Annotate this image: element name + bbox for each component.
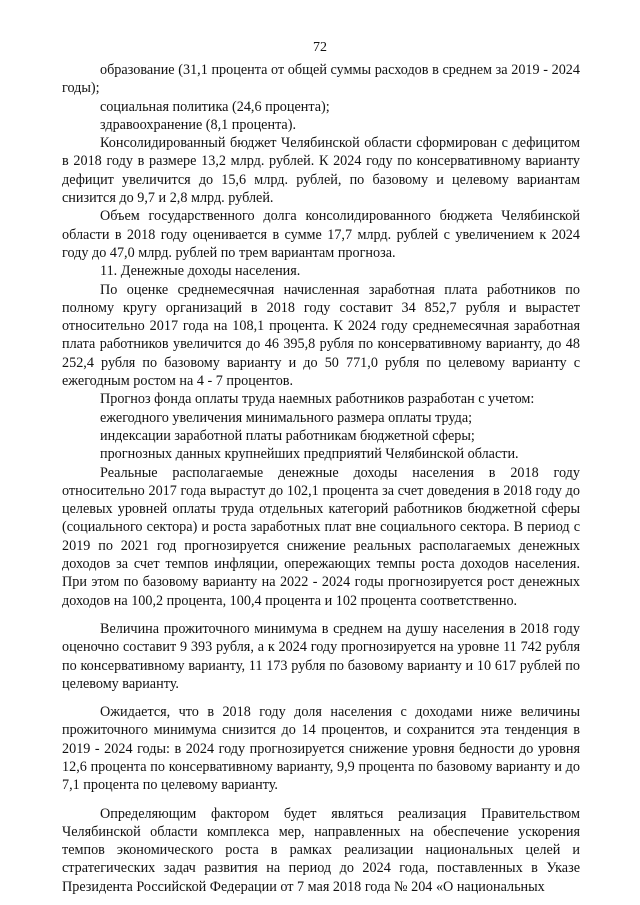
list-item-enterprise-data: прогнозных данных крупнейших предприятий Челябинской области. [100, 446, 519, 463]
section-heading-income: 11. Денежные доходы населения. [100, 263, 301, 280]
paragraph-subsistence-minimum: Величина прожиточного минимума в среднем на душу населения в 2018 году оценочно составит 9 393 рубля, а к 2024 году прогнозируется на уровне 11 742 рубля по консервативному варианту, 11 173 рубля по базовому варианту и 10 617 рублей по целевому варианту. [62, 620, 580, 692]
paragraph-average-salary: По оценке среднемесячная начисленная заработная плата работников по полному кругу организаций в 2018 году составит 34 852,7 рубля и вырастет относительно 2017 года на 108,1 процента. К 2024 году среднемесячная заработная плата работников увеличится до 46 395,8 рубля по консервативному варианту, до 48 252,4 рубля по базовому варианту и до 50 771,0 рубля по целевому варианту с ежегодным ростом на 4 - 7 процентов. [62, 281, 580, 390]
paragraph-social-policy: социальная политика (24,6 процента); [100, 98, 330, 115]
document-body [62, 61, 580, 896]
paragraph-public-debt: Объем государственного долга консолидированного бюджета Челябинской области в 2018 году оценивается в сумме 17,7 млрд. рублей с увеличением к 2024 году до 47,0 млрд. рублей по трем вариантам прогноза. [62, 208, 580, 261]
paragraph-government-measures: Определяющим фактором будет являться реализация Правительством Челябинской области комплекса мер, направленных на обеспечение ускорения темпов экономического роста в рамках реализации национальных целей и стратегических задач развития на период до 2024 года, поставленных в Указе Президента Российской Федерации от 7 мая 2018 года № 204 «О национальных [62, 805, 580, 895]
paragraph-poverty-share: Ожидается, что в 2018 году доля населения с доходами ниже величины прожиточного минимума снизится до 14 процентов, и сохранится эта тенденция в 2019 - 2024 годы: в 2024 году прогнозируется снижение уровня бедности до уровня 12,6 процента по консервативному варианту, 9,9 процента по базовому варианту и до 7,1 процента по целевому варианту. [62, 704, 580, 794]
paragraph-real-income: Реальные располагаемые денежные доходы населения в 2018 году относительно 2017 года вырастут до 102,1 процента за счет доведения в 2018 году до целевых уровней оплаты труда отдельных категорий работников бюджетной сферы (социального сектора) и роста заработных плат вне социального сектора. В период с 2019 по 2021 год прогнозируется снижение реальных располагаемых денежных доходов за счет темпов инфляции, опережающих темпы роста доходов населения. При этом по базовому варианту на 2022 - 2024 годы прогнозируется рост денежных доходов на 100,2 процента, 100,4 процента и 102 процента соответственно. [62, 464, 580, 609]
paragraph-education: образование (31,1 процента от общей суммы расходов в среднем за 2019 - 2024 годы); [62, 62, 580, 97]
page-number: 72 [313, 40, 327, 55]
paragraph-wage-fund-intro: Прогноз фонда оплаты труда наемных работников разработан с учетом: [100, 391, 535, 408]
paragraph-healthcare: здравоохранение (8,1 процента). [100, 116, 297, 133]
list-item-indexation: индексации заработной платы работникам бюджетной сферы; [100, 427, 475, 444]
list-item-minimum-wage: ежегодного увеличения минимального размера оплаты труда; [100, 409, 473, 426]
paragraph-budget-deficit: Консолидированный бюджет Челябинской области сформирован с дефицитом в 2018 году в размере 13,2 млрд. рублей. К 2024 году по консервативному варианту дефицит увеличится до 15,6 млрд. рублей, по базовому и целевому вариантам снизится до 9,7 и 2,8 млрд. рублей. [62, 135, 580, 207]
